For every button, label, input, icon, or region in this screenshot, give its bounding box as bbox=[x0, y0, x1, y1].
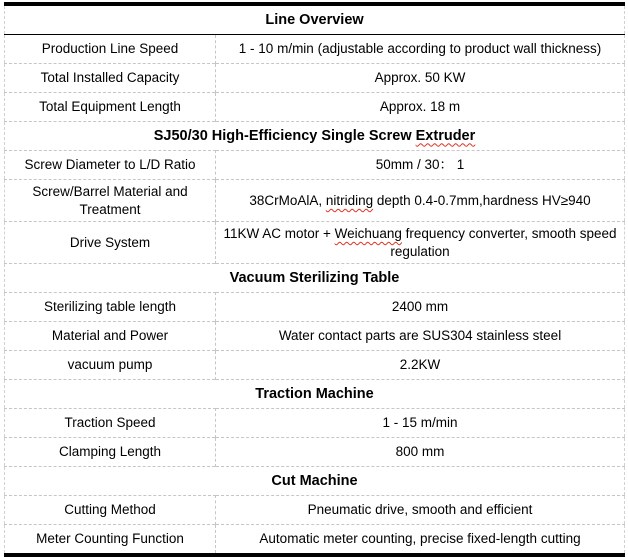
row-label: Meter Counting Function bbox=[5, 525, 216, 556]
row-label: Total Equipment Length bbox=[5, 93, 216, 122]
table-row-drive-system bbox=[5, 222, 625, 264]
specification-table bbox=[4, 2, 625, 557]
row-label: Production Line Speed bbox=[5, 35, 216, 64]
table-row-total-equipment-length bbox=[5, 93, 625, 122]
section-header-row-line-overview bbox=[5, 4, 625, 35]
row-label: Sterilizing table length bbox=[5, 293, 216, 322]
row-value: 50mm / 30： 1 bbox=[216, 151, 625, 180]
row-label: vacuum pump bbox=[5, 351, 216, 380]
misspelled-word: Extruder bbox=[415, 127, 476, 144]
section-title: Vacuum Sterilizing Table bbox=[5, 264, 625, 293]
table-row-screw-diameter-to-l-d-ratio bbox=[5, 151, 625, 180]
misspelled-word: Weichuang bbox=[334, 226, 402, 242]
table-row-production-line-speed bbox=[5, 35, 625, 64]
table-row-material-and-power bbox=[5, 322, 625, 351]
row-value: Automatic meter counting, precise fixed-length cutting bbox=[216, 525, 625, 556]
row-label: Total Installed Capacity bbox=[5, 64, 216, 93]
row-value: Water contact parts are SUS304 stainless steel bbox=[216, 322, 625, 351]
table-row-screw-barrel-material-and-treatment bbox=[5, 180, 625, 222]
spec-sheet bbox=[4, 2, 624, 557]
section-title: Cut Machine bbox=[5, 467, 625, 496]
row-label: Screw Diameter to L/D Ratio bbox=[5, 151, 216, 180]
row-value: 38CrMoAlA, nitriding depth 0.4-0.7mm,hardness HV≥940 bbox=[216, 180, 625, 222]
table-row-traction-speed bbox=[5, 409, 625, 438]
table-row-meter-counting-function bbox=[5, 525, 625, 556]
section-title: Line Overview bbox=[5, 4, 625, 35]
row-value: 2400 mm bbox=[216, 293, 625, 322]
misspelled-word: nitriding bbox=[325, 192, 374, 208]
row-value: 1 - 15 m/min bbox=[216, 409, 625, 438]
row-value: 1 - 10 m/min (adjustable according to product wall thickness) bbox=[216, 35, 625, 64]
row-label: Material and Power bbox=[5, 322, 216, 351]
row-label: Screw/Barrel Material and Treatment bbox=[5, 180, 216, 222]
section-header-row-cut-machine bbox=[5, 467, 625, 496]
section-header-row-vacuum-sterilizing-table bbox=[5, 264, 625, 293]
section-header-row-sj50-30-high-efficiency-single-screw-extruder bbox=[5, 122, 625, 151]
row-label: Clamping Length bbox=[5, 438, 216, 467]
row-value: 800 mm bbox=[216, 438, 625, 467]
table-row-vacuum-pump bbox=[5, 351, 625, 380]
row-label: Traction Speed bbox=[5, 409, 216, 438]
section-header-row-traction-machine bbox=[5, 380, 625, 409]
specification-table-body bbox=[5, 4, 625, 555]
row-value: 2.2KW bbox=[216, 351, 625, 380]
row-label: Drive System bbox=[5, 222, 216, 264]
row-value: Pneumatic drive, smooth and efficient bbox=[216, 496, 625, 525]
row-value: Approx. 50 KW bbox=[216, 64, 625, 93]
table-row-sterilizing-table-length bbox=[5, 293, 625, 322]
section-title: Traction Machine bbox=[5, 380, 625, 409]
row-label: Cutting Method bbox=[5, 496, 216, 525]
row-value: Approx. 18 m bbox=[216, 93, 625, 122]
table-row-clamping-length bbox=[5, 438, 625, 467]
section-title: SJ50/30 High-Efficiency Single Screw Extruder bbox=[5, 122, 625, 151]
table-row-total-installed-capacity bbox=[5, 64, 625, 93]
row-value: 11KW AC motor + Weichuang frequency converter, smooth speed regulation bbox=[216, 222, 625, 264]
table-row-cutting-method bbox=[5, 496, 625, 525]
